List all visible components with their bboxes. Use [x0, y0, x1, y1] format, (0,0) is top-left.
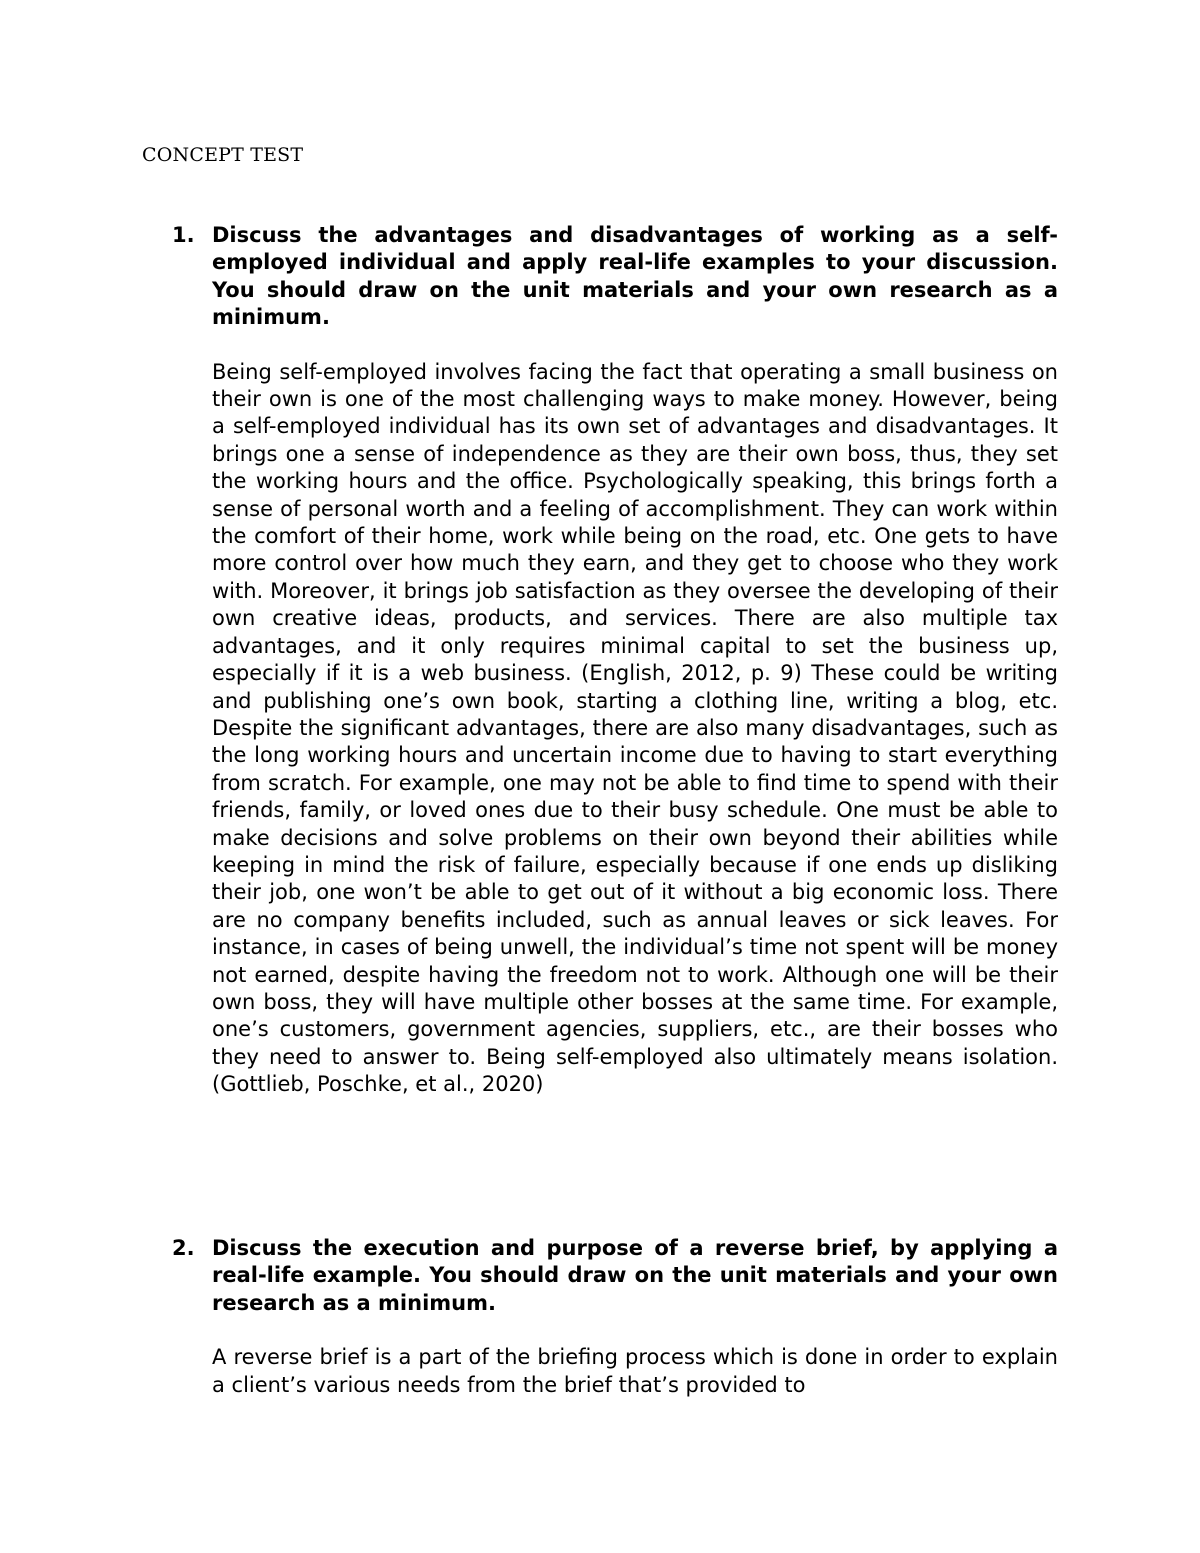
document-title: CONCEPT TEST [142, 144, 304, 166]
question-number: 1. [172, 223, 195, 247]
question-number: 2. [172, 1236, 195, 1260]
answer-paragraph: Being self-employed involves facing the fact that operating a small business on their own is one of the most challenging ways to make money. However, being a self-employed individual has its own set of advantages and disadvantages. It brings one a sense of independence as they are their own boss, thus, they set the working hours and the office. Psychologically speaking, this brings forth a sense of personal worth and a feeling of accomplishment. They can work within the comfort of their home, work while being on the road, etc. One gets to have more control over how much they earn, and they get to choose who they work with. Moreover, it brings job satisfaction as they oversee the developing of their own creative ideas, products, and services. There are also multiple tax advantages, and it only requires minimal capital to set the business up, especially if it is a web business. (English, 2012, p. 9) These could be writing and publishing one’s own book, starting a clothing line, writing a blog, etc. Despite the significant advantages, there are also many disadvantages, such as the long working hours and uncertain income due to having to start everything from scratch. For example, one may not be able to find time to spend with their friends, family, or loved ones due to their busy schedule. One must be able to make decisions and solve problems on their own beyond their abilities while keeping in mind the risk of failure, especially because if one ends up disliking their job, one won’t be able to get out of it without a big economic loss. There are no company benefits included, such as annual leaves or sick leaves. For instance, in cases of being unwell, the individual’s time not spent will be money not earned, despite having the freedom not to work. Although one will be their own boss, they will have multiple other bosses at the same time. For example, one’s customers, government agencies, suppliers, etc., are their bosses who they need to answer to. Being self-employed also ultimately means isolation. (Gottlieb, Poschke, et al., 2020) [212, 359, 1058, 1097]
question-prompt: Discuss the execution and purpose of a reverse brief, by applying a real-life example. You should draw on the unit materials and your own research as a minimum. [212, 1236, 1058, 1315]
answer-paragraph: A reverse brief is a part of the briefing process which is done in order to explain a client’s various needs from the brief that’s provided to [212, 1345, 1058, 1397]
question-prompt: Discuss the advantages and disadvantages of working as a self-employed individual and apply real-life examples to your discussion. You should draw on the unit materials and your own research as a minimum. [212, 223, 1058, 330]
question-item-1 [172, 222, 1058, 1099]
question-item-2 [172, 1235, 1058, 1399]
